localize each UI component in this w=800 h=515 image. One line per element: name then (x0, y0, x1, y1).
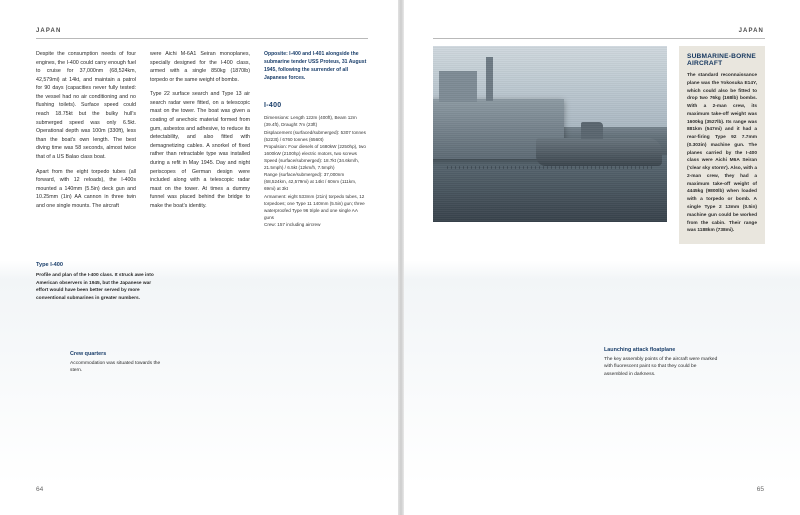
body-paragraph: were Aichi M-6A1 Seiran monoplanes, specially designed for the I-400 class, armed with a single 850kg (1870lb) torpedo or the same weight of bombs. (150, 51, 250, 83)
spec-line: Speed (surface/submerged): 18.7kt (34.6km/h, 21.5mph) / 6.5kt (12km/h, 7.5mph) (264, 157, 359, 171)
callout-crew-quarters (70, 350, 166, 375)
body-paragraph: Despite the consumption needs of four engines, the I-400 could carry enough fuel to cruise for 37,000nm (68,524km, 42,579mi) at 14kt, and maintain a patrol for 90 days (capacities never fully tested: the vessel had no air conditioning and no flushing toilets). Surface speed could reach 18.75kt but the bulky hull's submerged speed was only 6.5kt. Operational depth was 100m (330ft), less than the boat's own length. The best diving time was 58 seconds, almost twice that of a US Balao class boat. (36, 51, 136, 160)
running-head-left: JAPAN (36, 28, 62, 34)
callout-text: Accommodation was situated towards the stern. (70, 360, 161, 374)
specs-block (264, 92, 368, 228)
callout-title: Crew quarters (70, 351, 107, 357)
spec-line: Propulsion: Four diesels of 1680kW (2250hp), two 1600kW (2100hp) electric motors, two screws (264, 143, 366, 156)
cutaway-subtitle: Profile and plan of the I-400 class. It struck awe into American observers in 1945, but the Japanese war effort would have been better served by more conventional submarines in greater numbers. (36, 273, 154, 302)
spec-line: Dimensions: Length 122m (400ft), Beam 12m (39.4ft), Draught 7m (23ft) (264, 115, 357, 128)
spec-line: Armament: eight 533mm (21in) torpedo tubes, 12 torpedoes; one Type 11 140mm (5.5in) gun; three waterproofed Type 96 triple and one single AA guns (264, 193, 365, 220)
cutaway-title: Type I-400 (36, 262, 63, 268)
spec-line: Displacement (surfaced/submerged): 5307 tonnes (5223t) / 6760 tonnes (6560t) (264, 129, 366, 142)
cutaway-illustration (0, 246, 800, 486)
folio-left: 64 (36, 486, 44, 493)
photo-grain-overlay (433, 46, 667, 222)
archive-photograph (433, 46, 667, 222)
callout-text: The key assembly points of the aircraft were marked with fluorescent paint so that they could be assembled in darkness. (604, 356, 718, 378)
spec-line: Range (surface/submerged): 37,000nm (68,524km, 42,579mi) at 14kt / 60nm (111km, 69mi) at 3kt (264, 172, 357, 192)
callout-launching-floatplane (604, 346, 720, 379)
specs-title: I-400 (264, 102, 282, 109)
body-paragraph: Apart from the eight torpedo tubes (all forward, with 12 reloads), the I-400s mounted a 140mm (5.5in) deck gun and 10.25mm (1in) AA cannon in three twin and one single mounts. The aircraft (36, 168, 136, 209)
running-head-right: JAPAN (738, 28, 764, 34)
sidebar-box (679, 46, 765, 244)
spec-line: Crew: 157 including aircrew (264, 221, 321, 227)
body-paragraph: Type 22 surface search and Type 13 air search radar were fitted, on a telescopic mast on the tower. The boat was given a coating of anechoic material formed from gum, asbestos and adhesive, to reduce its detectability, and also fitted with demagnetizing cables. A snorkel of fixed rather than retractable type was installed during a refit in May 1945. Day and night periscopes of German design were included along with a telescopic radar mast on the tower. At times a dummy funnel was placed behind the bridge to make the boat's identity. (150, 91, 250, 209)
header-rule-right (433, 38, 765, 39)
sidebar-text: The standard reconnaissance plane was the Yokosuka E14Y, which could also be fitted to drop two 76kg (168lb) bombs. With a 2-man crew, its maximum take-off weight was 1600kg (3527lb). Its range was 881km (547mi) and it had a rear-firing Type 92 7.7mm (0.303in) machine gun. The planes carried by the I-400 class were Aichi M6A Seiran ('clear sky storm'). Also, with a 2-man crew, they had a maximum take-off weight of 4445kg (9800lb) when loaded with a torpedo or bomb. A single Type 2 13mm (0.5in) machine gun could be worked from the cabin. Their range was 1188km (738mi). (687, 73, 757, 234)
body-column-2 (150, 50, 250, 216)
sidebar-title: SUBMARINE-BORNE AIRCRAFT (687, 53, 756, 67)
body-column-1 (36, 50, 136, 216)
header-rule-left (36, 38, 368, 39)
folio-right: 65 (756, 486, 764, 493)
photo-caption: Opposite: I-400 and I-401 alongside the submarine tender USS Proteus, 31 August 1945, following the surrender of all Japanese forces. (264, 51, 367, 82)
callout-title: Launching attack floatplane (604, 347, 676, 353)
